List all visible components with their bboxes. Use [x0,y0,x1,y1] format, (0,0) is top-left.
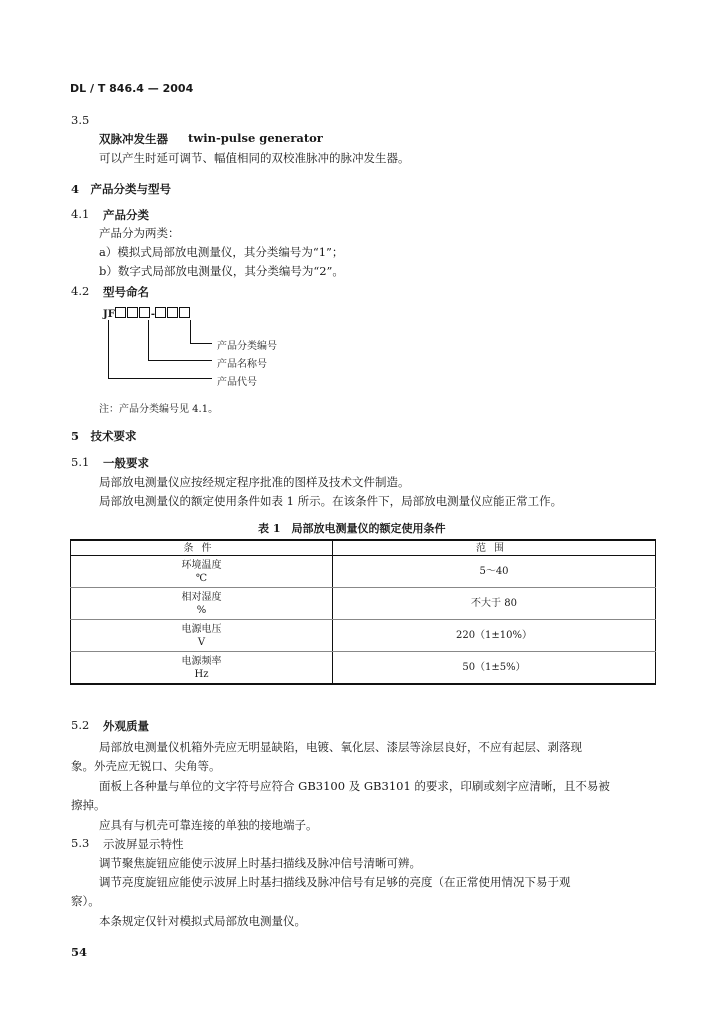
table-cell-condition [71,652,333,685]
table-cell-range: 不大于 80 [333,588,656,620]
section-4-1-number: 4.1 [71,207,90,221]
table-cell-range: 220（1±10%） [333,620,656,652]
appearance-p3: 应具有与机壳可靠连接的单独的接地端子。 [99,818,318,832]
connector-class-vertical [190,320,191,344]
model-box-5 [167,307,178,318]
table-row [71,556,656,588]
section-5-1-title: 一般要求 [103,456,149,470]
conditions-table [70,539,656,685]
table-header-condition: 条件 [71,540,333,556]
condition-unit: Hz [194,668,209,680]
term-definition: 可以产生时延可调节、幅值相同的双校准脉冲的脉冲发生器。 [99,151,410,165]
model-code-diagram [103,307,191,320]
connector-class-horizontal [190,343,212,344]
table-header-range: 范围 [333,540,656,556]
table-cell-range: 5～40 [333,556,656,588]
table-row [71,588,656,620]
requirement-p2: 局部放电测量仪的额定使用条件如表 1 所示。在该条件下，局部放电测量仪应能正常工作。 [99,494,563,508]
section-4-1-title: 产品分类 [103,208,149,222]
connector-name-horizontal [148,360,212,361]
table-cell-condition [71,588,333,620]
model-box-6 [179,307,190,318]
table-caption: 表 1 局部放电测量仪的额定使用条件 [258,522,446,535]
requirement-p1: 局部放电测量仪应按经规定程序批准的图样及技术文件制造。 [99,475,410,489]
connector-code-horizontal [108,378,212,379]
section-5-1-number: 5.1 [71,455,90,469]
table-cell-range: 50（1±5%） [333,652,656,685]
model-box-4 [155,307,166,318]
table-header-row [71,540,656,556]
section-4-2-title: 型号命名 [103,285,149,299]
model-dash: - [150,309,155,320]
label-class-number: 产品分类编号 [217,341,277,352]
model-box-3 [139,307,150,318]
classification-item-a: a）模拟式局部放电测量仪，其分类编号为“1”； [99,245,344,259]
section-4-2-number: 4.2 [71,284,90,298]
page-number: 54 [71,945,88,959]
term-en: twin-pulse generator [188,131,323,145]
appearance-p1-line2: 象。外壳应无锐口、尖角等。 [71,759,221,773]
condition-unit: % [196,604,207,616]
section-5-3-title: 示波屏显示特性 [103,837,184,851]
condition-name: 相对湿度 [181,591,222,603]
display-p2-line1: 调节亮度旋钮应能使示波屏上时基扫描线及脉冲信号有足够的亮度（在正常使用情况下易于观 [99,875,571,889]
condition-name: 电源频率 [181,655,222,667]
condition-unit: V [197,636,206,648]
display-p3: 本条规定仅针对模拟式局部放电测量仪。 [99,914,306,928]
section-4-heading: 4 产品分类与型号 [71,182,172,196]
connector-name-vertical [148,320,149,361]
table-row [71,620,656,652]
label-name-number: 产品名称号 [217,359,267,370]
appearance-p2-line2: 擦掉。 [71,798,106,812]
condition-unit: ℃ [195,572,208,584]
section-5-2-number: 5.2 [71,718,90,732]
appearance-p1-line1: 局部放电测量仪机箱外壳应无明显缺陷，电镀、氧化层、漆层等涂层良好，不应有起层、剥落现 [99,740,582,754]
model-box-2 [127,307,138,318]
condition-name: 电源电压 [181,623,222,635]
model-box-1 [115,307,126,318]
section-3-5-number: 3.5 [71,113,90,127]
document-header: DL / T 846.4 — 2004 [70,82,194,95]
display-p1: 调节聚焦旋钮应能使示波屏上时基扫描线及脉冲信号清晰可辨。 [99,856,421,870]
connector-code-vertical [108,320,109,379]
note: 注：产品分类编号见 4.1。 [99,404,219,415]
table-cell-condition [71,556,333,588]
classification-item-b: b）数字式局部放电测量仪，其分类编号为“2”。 [99,264,344,278]
label-product-code: 产品代号 [217,377,257,388]
model-prefix: JF [103,309,115,320]
section-5-3-number: 5.3 [71,836,90,850]
appearance-p2-line1: 面板上各种量与单位的文字符号应符合 GB3100 及 GB3101 的要求，印刷或刻字应清晰，且不易被 [99,779,610,793]
classification-intro: 产品分为两类： [99,226,180,240]
display-p2-line2: 察）。 [71,894,100,908]
table-cell-condition [71,620,333,652]
term-cn: 双脉冲发生器 [99,132,168,146]
section-5-heading: 5 技术要求 [71,429,137,443]
section-5-2-title: 外观质量 [103,719,149,733]
table-row [71,652,656,685]
condition-name: 环境温度 [181,559,222,571]
